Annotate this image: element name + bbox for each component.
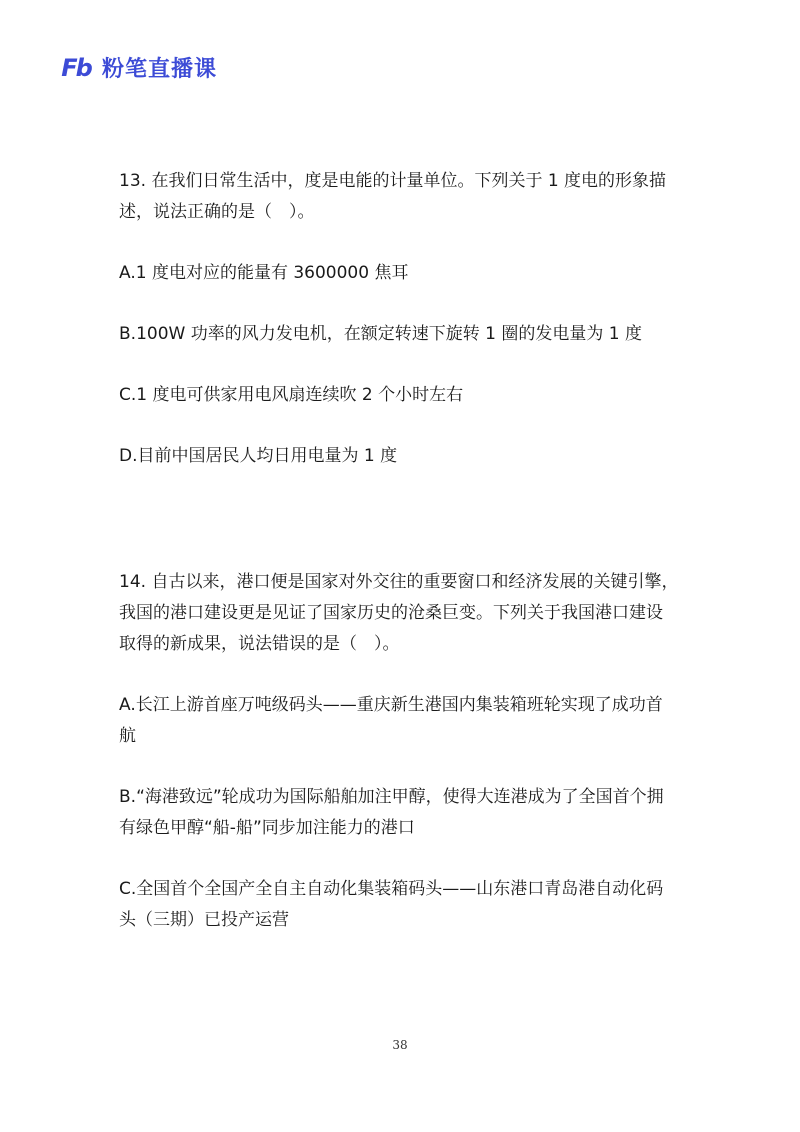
question-14 xyxy=(119,567,679,936)
question-14-option-a: A.长江上游首座万吨级码头——重庆新生港国内集装箱班轮实现了成功首航 xyxy=(119,695,663,746)
question-13-stem: 13. 在我们日常生活中，度是电能的计量单位。下列关于 1 度电的形象描述，说法正确的是（ ）。 xyxy=(119,171,667,222)
question-14-option-c: C.全国首个全国产全自主自动化集装箱码头——山东港口青岛港自动化码头（三期）已投产运营 xyxy=(119,879,664,930)
question-13-option-b: B.100W 功率的风力发电机，在额定转速下旋转 1 圈的发电量为 1 度 xyxy=(119,324,642,344)
question-13-option-c: C.1 度电可供家用电风扇连续吹 2 个小时左右 xyxy=(119,385,464,405)
fb-logo-icon: Fb xyxy=(61,53,91,82)
question-13-option-a: A.1 度电对应的能量有 3600000 焦耳 xyxy=(119,263,409,283)
page-number: 38 xyxy=(392,1038,408,1052)
question-14-option-b: B.“海港致远”轮成功为国际船舶加注甲醇，使得大连港成为了全国首个拥有绿色甲醇“船-船”同步加注能力的港口 xyxy=(119,787,664,838)
question-13 xyxy=(119,166,679,472)
question-13-option-d: D.目前中国居民人均日用电量为 1 度 xyxy=(119,446,398,466)
question-14-stem: 14. 自古以来，港口便是国家对外交往的重要窗口和经济发展的关键引擎，我国的港口建设更是见证了国家历史的沧桑巨变。下列关于我国港口建设取得的新成果，说法错误的是（ ）。 xyxy=(119,572,679,654)
brand-logo xyxy=(58,52,217,83)
brand-name: 粉笔直播课 xyxy=(102,57,218,82)
